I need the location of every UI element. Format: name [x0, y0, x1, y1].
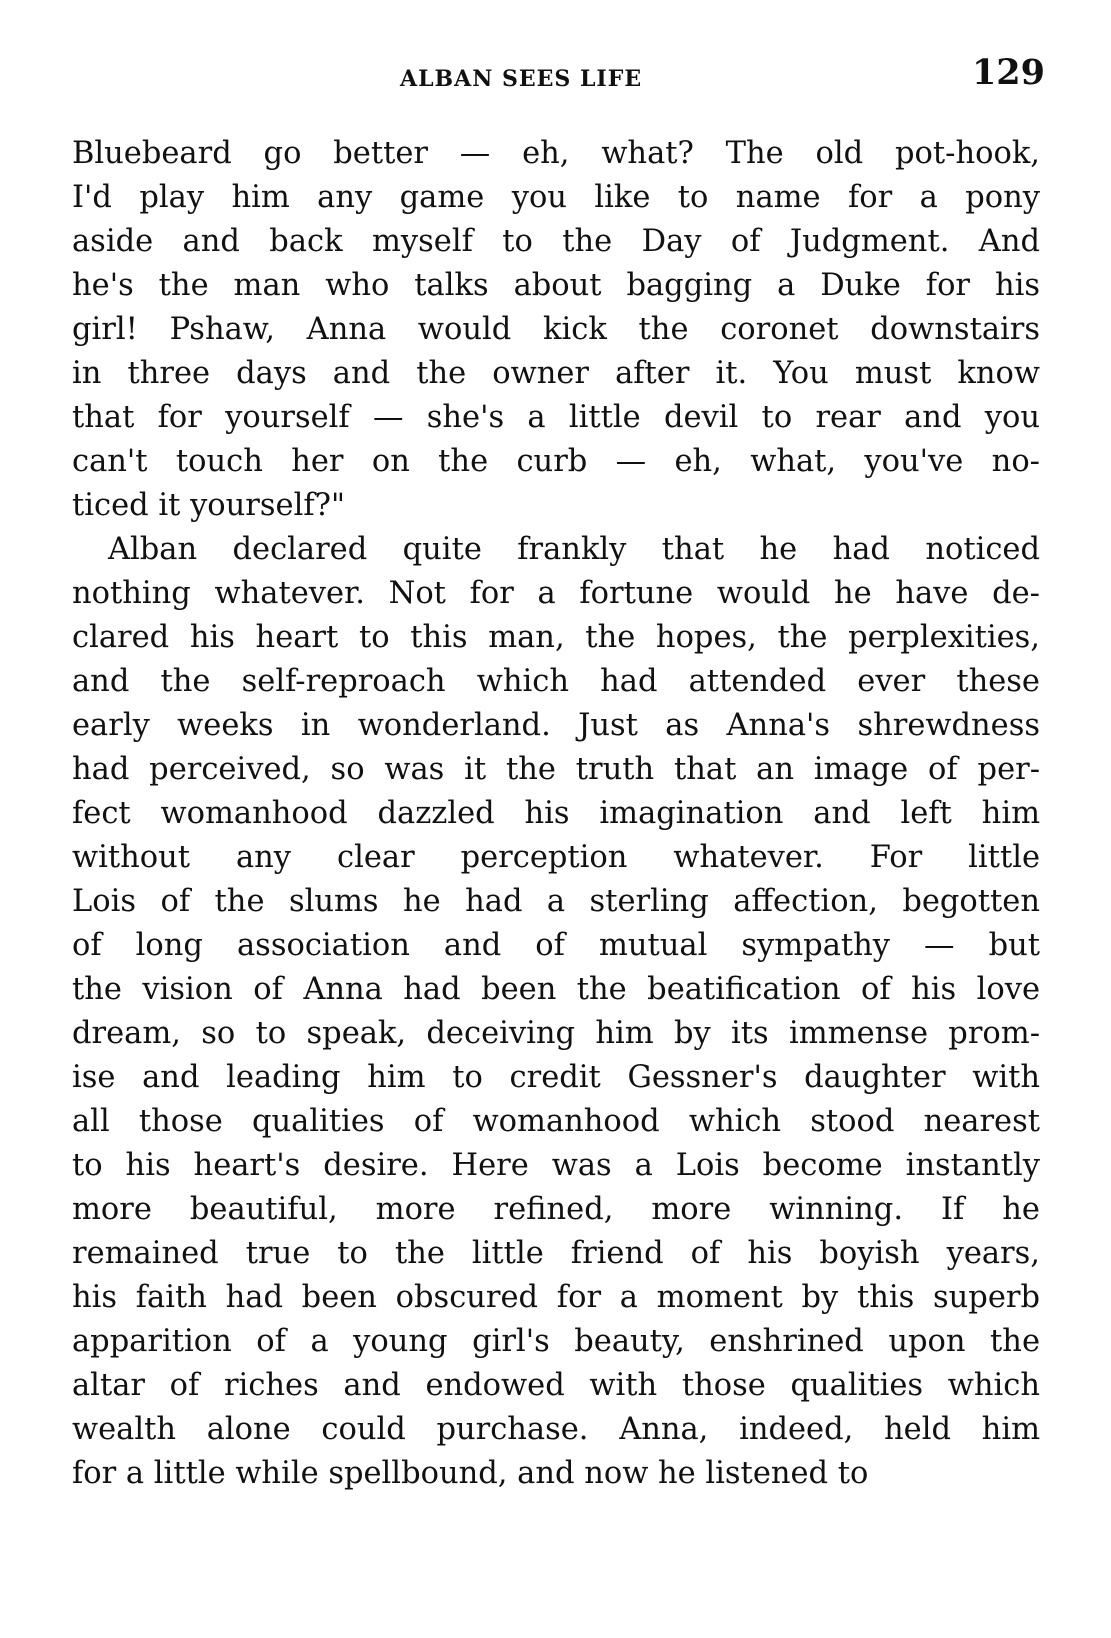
text-line: dream, so to speak, deceiving him by its immense prom-: [72, 1016, 1040, 1051]
running-title: ALBAN SEES LIFE: [400, 66, 643, 92]
text-line: clared his heart to this man, the hopes, the perplexities,: [72, 620, 1040, 655]
text-line: can't touch her on the curb — eh, what, you've no-: [72, 444, 1040, 479]
text-line: fect womanhood dazzled his imagination and left him: [72, 796, 1040, 831]
text-line: remained true to the little friend of his boyish years,: [72, 1236, 1040, 1271]
page-number: 129: [971, 52, 1045, 93]
text-line: nothing whatever. Not for a fortune would he have de-: [72, 576, 1040, 611]
text-line: to his heart's desire. Here was a Lois become instantly: [72, 1148, 1040, 1183]
text-line: he's the man who talks about bagging a Duke for his: [72, 268, 1040, 303]
text-line: aside and back myself to the Day of Judgment. And: [72, 224, 1040, 259]
text-line: and the self-reproach which had attended ever these: [72, 664, 1040, 699]
text-line: Alban declared quite frankly that he had noticed: [108, 532, 1040, 567]
text-line: his faith had been obscured for a moment by this superb: [72, 1280, 1040, 1315]
text-line: the vision of Anna had been the beatification of his love: [72, 972, 1040, 1007]
text-line: I'd play him any game you like to name for a pony: [72, 180, 1040, 215]
text-line: that for yourself — she's a little devil to rear and you: [72, 400, 1040, 435]
text-line: early weeks in wonderland. Just as Anna's shrewdness: [72, 708, 1040, 743]
text-line: without any clear perception whatever. For little: [72, 840, 1040, 875]
text-line: wealth alone could purchase. Anna, indeed, held him: [72, 1412, 1040, 1447]
text-line: more beautiful, more refined, more winning. If he: [72, 1192, 1040, 1227]
text-line: girl! Pshaw, Anna would kick the coronet downstairs: [72, 312, 1040, 347]
text-line: Bluebeard go better — eh, what? The old pot-hook,: [72, 136, 1040, 171]
paragraph: [72, 528, 1040, 1496]
running-head: [70, 52, 1045, 102]
text-line: had perceived, so was it the truth that an image of per-: [72, 752, 1040, 787]
text-line: for a little while spellbound, and now he listened to: [72, 1456, 869, 1491]
body-text: [72, 132, 1040, 1496]
text-line: in three days and the owner after it. You must know: [72, 356, 1040, 391]
paragraph: [72, 132, 1040, 528]
text-line: ticed it yourself?": [72, 488, 346, 523]
text-line: altar of riches and endowed with those qualities which: [72, 1368, 1040, 1403]
text-line: apparition of a young girl's beauty, enshrined upon the: [72, 1324, 1040, 1359]
text-line: all those qualities of womanhood which stood nearest: [72, 1104, 1040, 1139]
text-line: ise and leading him to credit Gessner's daughter with: [72, 1060, 1040, 1095]
text-line: Lois of the slums he had a sterling affection, begotten: [72, 884, 1040, 919]
text-line: of long association and of mutual sympathy — but: [72, 928, 1040, 963]
